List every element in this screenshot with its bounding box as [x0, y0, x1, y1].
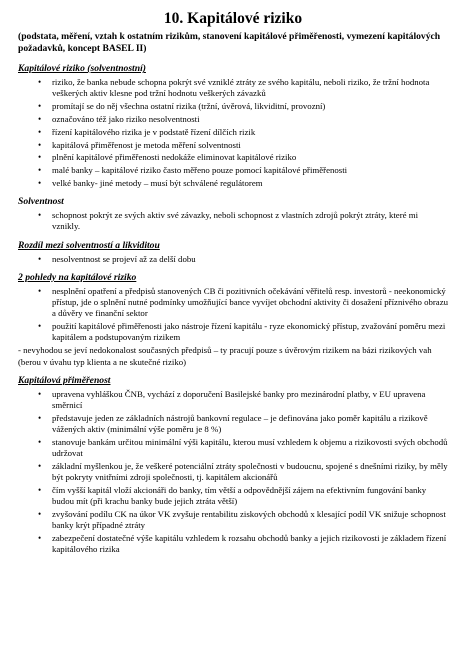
bullet-icon: • — [38, 126, 42, 137]
bullet-list — [18, 77, 448, 189]
bullet-icon: • — [38, 152, 42, 163]
bullet-icon: • — [38, 101, 42, 112]
bullet-icon: • — [38, 210, 42, 221]
bullet-icon: • — [38, 165, 42, 176]
page-title: 10. Kapitálové riziko — [163, 10, 303, 27]
bullet-icon: • — [38, 77, 42, 88]
bullet-icon: • — [38, 484, 42, 495]
list-item: • zabezpečení dostatečné výše kapitálu vzhledem k rozsahu obchodů banky a jejich rizikovosti je základem řízení kapitálového rizika — [38, 532, 447, 554]
bullet-icon: • — [38, 436, 42, 447]
list-item: • upravena vyhláškou ČNB, vychází z doporučení Basilejské banky pro mezinárodní platby, v EU upravena směrnicí — [38, 388, 426, 410]
list-item: • zvyšování podílu CK na úkor VK zvyšuje rentabilitu ziskových obchodů x klesající podíl VK snižuje schopnost banky krýt případné ztráty — [38, 508, 446, 530]
list-item: • použití kapitálové přiměřenosti jako nástroje řízení kapitálu - ryze ekonomický přístup, zvažování poměru mezi kapitálem a podstupovaným rizikem — [38, 320, 446, 343]
list-item: • malé banky – kapitálové riziko často měřeno pouze pomocí kapitálové přiměřenosti — [38, 165, 348, 176]
list-item: • nesolventnost se projeví až za delší dobu — [38, 253, 196, 264]
section-heading: 2 pohledy na kapitálové riziko — [18, 271, 137, 283]
list-item: • nesplnění opatření a předpisů stanovených CB či pozitivních očekávání věřitelů resp. investorů - neekonomický přístup, jde o splnění nutné podmínky umožňující bance vyvíjet obchodní aktivity či dosažení příznivého obrazu a důvěry ve finanční sektor — [38, 285, 449, 319]
list-item: • plnění kapitálové přiměřenosti nedokáže eliminovat kapitálové riziko — [38, 152, 297, 163]
section-heading: Kapitálová přiměřenost — [18, 374, 111, 386]
list-item: • čím vyšší kapitál vloží akcionáři do banky, tím větší a odpovědnější zájem na efektivním fungování banky budou mít (při krachu banky bude jejich ztráta větší) — [38, 484, 427, 506]
section-kapitalove-riziko — [18, 63, 448, 189]
page-subtitle: (podstata, měření, vztah k ostatním rizikům, stanovení kapitálové přiměřenosti, vymezení kapitálových požadavků, koncept BASEL II) — [18, 31, 441, 54]
list-item: • označováno též jako riziko nesolventnosti — [38, 113, 200, 124]
list-item: • řízení kapitálového rizika je v podstatě řízení dílčích rizik — [38, 126, 256, 137]
bullet-icon: • — [38, 412, 42, 423]
list-item: • kapitálová přiměřenost je metoda měření solventnosti — [38, 139, 241, 150]
section-heading: Rozdíl mezi solventností a likviditou — [18, 239, 160, 251]
section-2-pohledy — [18, 272, 448, 368]
bullet-list — [18, 286, 448, 344]
bullet-list — [18, 210, 448, 232]
bullet-icon: • — [38, 460, 42, 471]
bullet-icon: • — [38, 285, 42, 296]
list-item: • základní myšlenkou je, že veškeré potenciální ztráty společnosti v budoucnu, spojené s dnešními riziky, by měly být pokryty vnitřními zdroji společnosti, tj. kapitálem akcionářů — [38, 460, 448, 482]
bullet-icon: • — [38, 388, 42, 399]
section-kapitalova-primerenost — [18, 375, 448, 555]
bullet-list — [18, 254, 448, 265]
section-heading: Solventnost — [18, 196, 64, 208]
bullet-icon: • — [38, 320, 42, 331]
list-item: • velké banky- jiné metody – musí být schválené regulátorem — [38, 177, 263, 188]
bullet-icon: • — [38, 177, 42, 188]
bullet-icon: • — [38, 253, 42, 264]
section-note: - nevyhodou se jeví nedokonalost současných předpisů – ty pracují pouze s úvěrovým rizikem na bázi rizikových vah (berou v úvahu typ klienta a ne skutečné riziko) — [18, 345, 432, 367]
section-heading: Kapitálové riziko (solventnostní) — [18, 63, 146, 75]
list-item: • promítají se do něj všechna ostatní rizika (tržní, úvěrová, likviditní, provozní) — [38, 101, 326, 112]
section-rozdil — [18, 240, 448, 265]
list-item: • riziko, že banka nebude schopna pokrýt své vzniklé ztráty ze svého kapitálu, neboli riziko, že tržní hodnota veškerých aktiv klesne pod tržní hodnotu veškerých závazků — [38, 77, 430, 99]
list-item: • schopnost pokrýt ze svých aktiv své závazky, neboli schopnost z vlastních zdrojů pokrýt ztráty, které mi vznikly. — [38, 210, 419, 232]
bullet-list — [18, 389, 448, 555]
bullet-icon: • — [38, 532, 42, 543]
bullet-icon: • — [38, 113, 42, 124]
list-item: • stanovuje bankám určitou minimální výši kapitálu, kterou musí vzhledem k objemu a rizikovosti svých obchodů udržovat — [38, 436, 448, 458]
bullet-icon: • — [38, 508, 42, 519]
bullet-icon: • — [38, 139, 42, 150]
list-item: • představuje jeden ze základních nástrojů bankovní regulace – je definována jako poměr kapitálu a rizikově vážených aktiv (minimální výše poměru je 8 %) — [38, 412, 428, 434]
section-solventnost — [18, 196, 448, 232]
